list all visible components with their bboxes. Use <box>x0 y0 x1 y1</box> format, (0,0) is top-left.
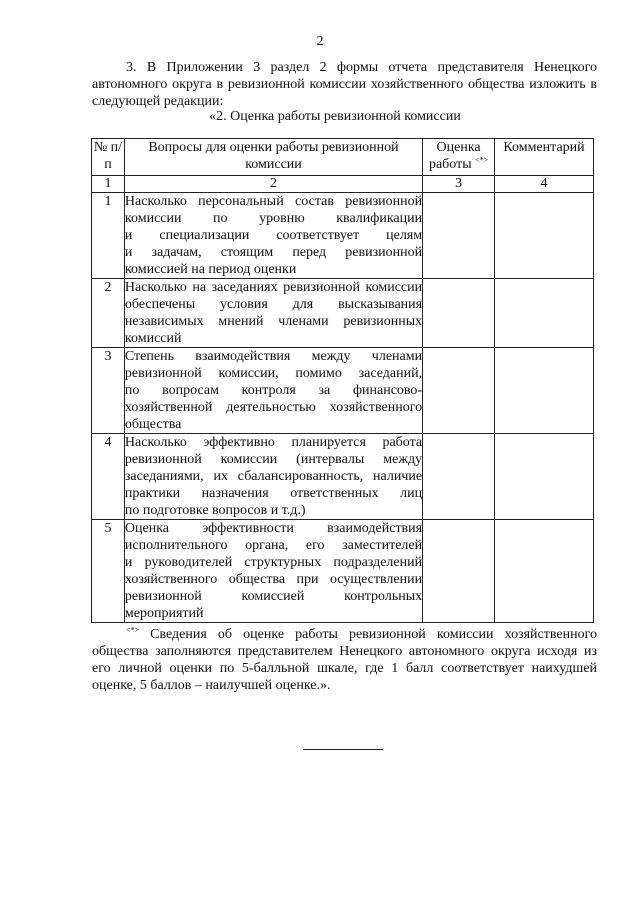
header-question: Вопросы для оценки работы ревизионной комиссии <box>124 139 422 176</box>
row-number: 1 <box>92 193 125 279</box>
evaluation-table <box>91 138 594 623</box>
end-divider <box>303 749 383 750</box>
row-comment-cell[interactable] <box>495 279 594 348</box>
row-question <box>124 193 422 279</box>
question-line: практики назначения ответственных лиц <box>124 486 423 501</box>
row-number: 4 <box>92 434 125 520</box>
row-comment-cell[interactable] <box>495 348 594 434</box>
question-line: по вопросам контроля за финансово- <box>124 383 423 398</box>
column-number-row <box>92 176 594 193</box>
question-line: комиссией на период оценки <box>124 262 297 277</box>
row-number: 5 <box>92 520 125 623</box>
question-line: комиссий <box>124 331 182 346</box>
question-line: хозяйственной деятельностью хозяйственного <box>124 400 423 415</box>
column-number: 2 <box>124 176 422 193</box>
row-question <box>124 348 422 434</box>
header-score-label: Оценка работы <box>428 140 481 172</box>
question-line: и руководителей структурных подразделений <box>124 555 423 570</box>
footnote-mark: <*> <box>126 625 140 635</box>
question-line: Степень взаимодействия между членами <box>124 349 423 364</box>
header-score-mark: <*> <box>475 155 489 165</box>
question-line: по подготовке вопросов и т.д.) <box>124 503 306 518</box>
question-line: и специализации соответствует целям <box>124 228 423 243</box>
footnote <box>92 626 597 694</box>
header-number: № п/п <box>92 139 125 176</box>
question-line: комиссии по уровню квалификации <box>124 211 423 226</box>
row-score-cell[interactable] <box>423 279 495 348</box>
question-line: Насколько эффективно планируется работа <box>124 435 423 450</box>
row-score-cell[interactable] <box>423 193 495 279</box>
column-number: 1 <box>92 176 125 193</box>
question-line: Насколько на заседаниях ревизионной комиссии <box>124 280 423 295</box>
question-line: заседаниями, их сбалансированность, наличие <box>124 469 423 484</box>
question-line: обеспечены условия для высказывания <box>124 297 423 312</box>
question-line: и задачам, стоящим перед ревизионной <box>124 245 423 260</box>
page-number: 2 <box>316 34 324 49</box>
question-line: Насколько персональный состав ревизионной <box>124 194 423 209</box>
header-score <box>423 139 495 176</box>
row-number: 3 <box>92 348 125 434</box>
row-comment-cell[interactable] <box>495 434 594 520</box>
column-number: 4 <box>495 176 594 193</box>
question-line: хозяйственного общества при осуществлении <box>124 572 423 587</box>
row-comment-cell[interactable] <box>495 193 594 279</box>
table-header-row <box>92 139 594 176</box>
question-line: ревизионной комиссии (интервалы между <box>124 452 423 467</box>
question-line: исполнительного органа, его заместителей <box>124 538 423 553</box>
row-question <box>124 520 422 623</box>
question-line: ревизионной комиссии, помимо заседаний, <box>124 366 423 381</box>
row-score-cell[interactable] <box>423 348 495 434</box>
row-number: 2 <box>92 279 125 348</box>
question-line: мероприятий <box>124 606 204 621</box>
table-row <box>92 520 594 623</box>
table-row <box>92 434 594 520</box>
question-line: независимых мнений членами ревизионных <box>124 314 423 329</box>
table-row <box>92 348 594 434</box>
question-line: Оценка эффективности взаимодействия <box>124 521 423 536</box>
row-comment-cell[interactable] <box>495 520 594 623</box>
header-comment: Комментарий <box>495 139 594 176</box>
row-score-cell[interactable] <box>423 434 495 520</box>
section-title: «2. Оценка работы ревизионной комиссии <box>209 109 461 124</box>
table-row <box>92 279 594 348</box>
table-row <box>92 193 594 279</box>
row-question <box>124 279 422 348</box>
footnote-text: Сведения об оценке работы ревизионной комиссии хозяйственного общества заполняются представителем Ненецкого автономного округа исходя из его личной оценки по 5-балльной шкале, где 1 балл соответствует наихудшей оценке, 5 баллов – наилучшей оценке.». <box>92 627 597 693</box>
row-question <box>124 434 422 520</box>
row-score-cell[interactable] <box>423 520 495 623</box>
question-line: ревизионной комиссией контрольных <box>124 589 423 604</box>
column-number: 3 <box>423 176 495 193</box>
intro-paragraph: 3. В Приложении 3 раздел 2 формы отчета представителя Ненецкого автономного округа в ревизионной комиссии хозяйственного общества изложить в следующей редакции: <box>92 60 597 109</box>
question-line: общества <box>124 417 182 432</box>
